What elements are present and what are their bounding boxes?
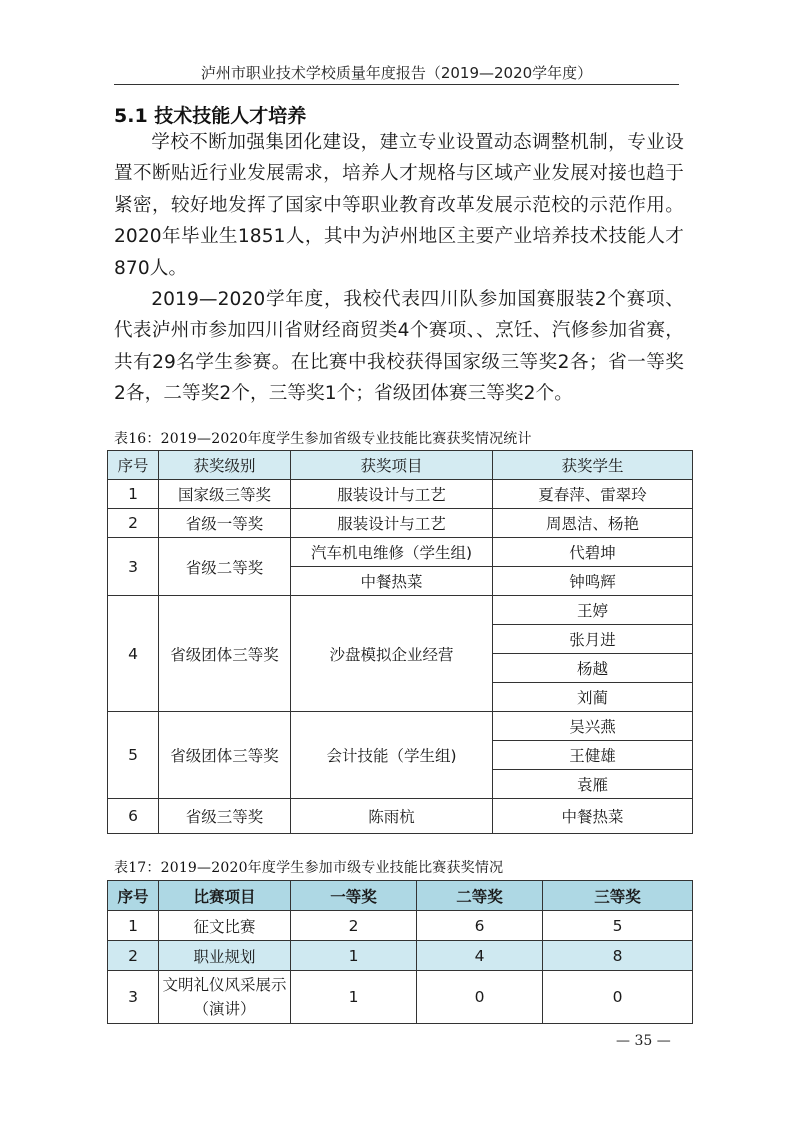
award-student: 夏春萍、雷翠玲 xyxy=(493,480,693,509)
award-student: 王婷 xyxy=(493,596,693,625)
table17-header-cell: 序号 xyxy=(108,881,159,911)
first-prize-count: 1 xyxy=(291,971,417,1024)
paragraph-2: 2019—2020学年度，我校代表四川队参加国赛服装2个赛项、代表泸州市参加四川省财经商贸类4个赛项、、烹饪、汽修参加省赛，共有29名学生参赛。在比赛中我校获得国家级三等奖2各；省一等奖2各，二等奖2个，三等奖1个；省级团体赛三等奖2个。 xyxy=(114,289,684,405)
table-row xyxy=(108,911,693,941)
table16-caption: 表16：2019—2020年度学生参加省级专业技能比赛获奖情况统计 xyxy=(114,431,532,447)
award-student: 刘蔺 xyxy=(493,683,693,712)
row-number: 3 xyxy=(108,971,159,1024)
competition-item xyxy=(159,971,291,1024)
award-level: 省级团体三等奖 xyxy=(159,596,291,712)
award-level: 省级团体三等奖 xyxy=(159,712,291,799)
competition-item-line: 文明礼仪风采展示 xyxy=(162,976,287,994)
competition-item: 征文比赛 xyxy=(159,911,291,941)
table-row xyxy=(108,596,693,625)
award-item: 陈雨杭 xyxy=(291,799,493,834)
award-student: 吴兴燕 xyxy=(493,712,693,741)
table-row xyxy=(108,712,693,741)
award-student: 周恩洁、杨艳 xyxy=(493,509,693,538)
award-item: 会计技能（学生组) xyxy=(291,712,493,799)
table17-caption: 表17：2019—2020年度学生参加市级专业技能比赛获奖情况 xyxy=(114,860,504,876)
table-row xyxy=(108,538,693,567)
award-item: 服装设计与工艺 xyxy=(291,509,493,538)
third-prize-count: 0 xyxy=(543,971,693,1024)
row-number: 5 xyxy=(108,712,159,799)
table16 xyxy=(107,450,693,834)
third-prize-count: 8 xyxy=(543,941,693,971)
table16-header-cell: 获奖项目 xyxy=(291,451,493,480)
award-level: 省级三等奖 xyxy=(159,799,291,834)
running-header: 泸州市职业技术学校质量年度报告（2019—2020学年度） xyxy=(200,64,593,82)
table17-header-row xyxy=(108,881,693,911)
award-student: 张月进 xyxy=(493,625,693,654)
table16-header-row xyxy=(108,451,693,480)
table17-header-cell: 一等奖 xyxy=(291,881,417,911)
row-number: 1 xyxy=(108,480,159,509)
paragraph-1: 学校不断加强集团化建设，建立专业设置动态调整机制，专业设置不断贴近行业发展需求，培养人才规格与区域产业发展对接也趋于紧密，较好地发挥了国家中等职业教育改革发展示范校的示范作用。2020年毕业生1851人，其中为泸州地区主要产业培养技术技能人才870人。 xyxy=(114,132,684,279)
row-number: 2 xyxy=(108,509,159,538)
table17-header-cell: 二等奖 xyxy=(417,881,543,911)
row-number: 4 xyxy=(108,596,159,712)
award-student: 中餐热菜 xyxy=(493,799,693,834)
page-number: — 35 — xyxy=(616,1033,671,1049)
award-item: 中餐热菜 xyxy=(291,567,493,596)
competition-item: 职业规划 xyxy=(159,941,291,971)
section-title: 5.1 技术技能人才培养 xyxy=(114,105,307,127)
table17-header-cell: 三等奖 xyxy=(543,881,693,911)
table16-header-cell: 获奖学生 xyxy=(493,451,693,480)
award-student: 代碧坤 xyxy=(493,538,693,567)
award-level: 省级二等奖 xyxy=(159,538,291,596)
award-student: 钟鸣辉 xyxy=(493,567,693,596)
table16-header-cell: 获奖级别 xyxy=(159,451,291,480)
award-student: 杨越 xyxy=(493,654,693,683)
second-prize-count: 4 xyxy=(417,941,543,971)
table16-header-cell: 序号 xyxy=(108,451,159,480)
competition-item-line: （演讲） xyxy=(193,1000,256,1018)
award-level: 国家级三等奖 xyxy=(159,480,291,509)
row-number: 1 xyxy=(108,911,159,941)
first-prize-count: 1 xyxy=(291,941,417,971)
table-row xyxy=(108,480,693,509)
award-level: 省级一等奖 xyxy=(159,509,291,538)
row-number: 3 xyxy=(108,538,159,596)
award-item: 服装设计与工艺 xyxy=(291,480,493,509)
table-row xyxy=(108,799,693,834)
table17-header-cell: 比赛项目 xyxy=(159,881,291,911)
body-text xyxy=(114,127,684,410)
first-prize-count: 2 xyxy=(291,911,417,941)
header-rule xyxy=(114,84,679,85)
row-number: 6 xyxy=(108,799,159,834)
table17 xyxy=(107,880,693,1024)
row-number: 2 xyxy=(108,941,159,971)
table-row xyxy=(108,941,693,971)
third-prize-count: 5 xyxy=(543,911,693,941)
second-prize-count: 6 xyxy=(417,911,543,941)
award-student: 王健雄 xyxy=(493,741,693,770)
award-student: 袁雁 xyxy=(493,770,693,799)
award-item: 沙盘模拟企业经营 xyxy=(291,596,493,712)
second-prize-count: 0 xyxy=(417,971,543,1024)
table-row xyxy=(108,971,693,1024)
award-item: 汽车机电维修（学生组) xyxy=(291,538,493,567)
table-row xyxy=(108,509,693,538)
